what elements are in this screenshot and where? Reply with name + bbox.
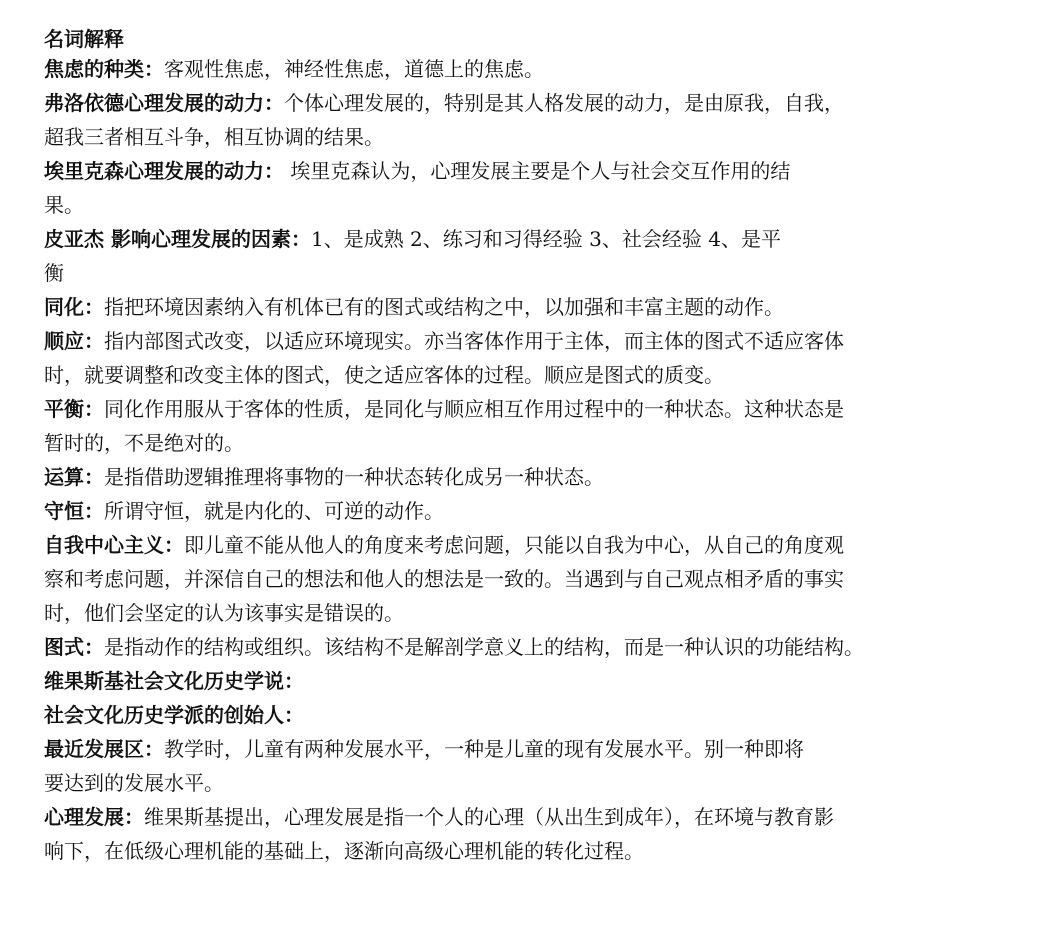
entry-definition: 果。 bbox=[44, 193, 84, 217]
entry-line bbox=[44, 496, 444, 526]
entry-definition: 客观性焦虑，神经性焦虑，道德上的焦虑。 bbox=[164, 57, 544, 81]
entry-line bbox=[44, 530, 844, 560]
entry-definition: 时，就要调整和改变主体的图式，使之适应客体的过程。顺应是图式的质变。 bbox=[44, 363, 724, 387]
entry-line bbox=[44, 224, 781, 254]
entry-definition: 衡 bbox=[44, 261, 64, 285]
entry-term: 焦虑的种类： bbox=[44, 57, 164, 81]
entry-line bbox=[44, 564, 844, 594]
entry-line bbox=[44, 632, 864, 662]
entry-line bbox=[44, 190, 84, 220]
entry-line bbox=[44, 326, 844, 356]
entry-line bbox=[44, 666, 304, 696]
entry-definition: 暂时的，不是绝对的。 bbox=[44, 431, 244, 455]
entry-definition: 时，他们会坚定的认为该事实是错误的。 bbox=[44, 601, 404, 625]
entry-line bbox=[44, 768, 224, 798]
entry-line bbox=[44, 802, 834, 832]
document-heading: 名词解释 bbox=[44, 27, 124, 51]
entry-line bbox=[44, 258, 64, 288]
entry-definition: 指把环境因素纳入有机体已有的图式或结构之中，以加强和丰富主题的动作。 bbox=[104, 295, 784, 319]
entry-term: 守恒： bbox=[44, 499, 104, 523]
entry-line bbox=[44, 700, 304, 730]
entry-line bbox=[44, 428, 244, 458]
entry-definition: 是指动作的结构或组织。该结构不是解剖学意义上的结构，而是一种认识的功能结构。 bbox=[104, 635, 864, 659]
entry-term: 埃里克森心理发展的动力： bbox=[44, 159, 284, 183]
entry-definition: 同化作用服从于客体的性质，是同化与顺应相互作用过程中的一种状态。这种状态是 bbox=[104, 397, 844, 421]
entry-definition: 埃里克森认为，心理发展主要是个人与社会交互作用的结 bbox=[284, 159, 791, 183]
entry-term: 心理发展： bbox=[44, 805, 144, 829]
entry-definition: 教学时，儿童有两种发展水平，一种是儿童的现有发展水平。别一种即将 bbox=[164, 737, 804, 761]
entry-term: 最近发展区： bbox=[44, 737, 164, 761]
entry-definition: 维果斯基提出，心理发展是指一个人的心理（从出生到成年），在环境与教育影 bbox=[144, 805, 834, 829]
entry-term: 弗洛依德心理发展的动力： bbox=[44, 91, 284, 115]
entry-definition: 察和考虑问题，并深信自己的想法和他人的想法是一致的。当遇到与自己观点相矛盾的事实 bbox=[44, 567, 844, 591]
entry-line bbox=[44, 292, 784, 322]
entry-term: 维果斯基社会文化历史学说： bbox=[44, 669, 304, 693]
entry-line bbox=[44, 54, 544, 84]
entry-definition: 是指借助逻辑推理将事物的一种状态转化成另一种状态。 bbox=[104, 465, 604, 489]
entry-term: 图式： bbox=[44, 635, 104, 659]
entry-definition: 响下，在低级心理机能的基础上，逐渐向高级心理机能的转化过程。 bbox=[44, 839, 644, 863]
entry-definition: 1、是成熟 2、练习和习得经验 3、社会经验 4、是平 bbox=[310, 227, 781, 251]
entry-line bbox=[44, 394, 844, 424]
entry-line bbox=[44, 734, 804, 764]
entry-term: 皮亚杰 影响心理发展的因素： bbox=[44, 227, 311, 251]
entry-definition: 要达到的发展水平。 bbox=[44, 771, 224, 795]
entry-definition: 所谓守恒，就是内化的、可逆的动作。 bbox=[104, 499, 444, 523]
entry-definition: 指内部图式改变，以适应环境现实。亦当客体作用于主体，而主体的图式不适应客体 bbox=[104, 329, 844, 353]
entry-definition: 超我三者相互斗争，相互协调的结果。 bbox=[44, 125, 384, 149]
entry-term: 同化： bbox=[44, 295, 104, 319]
entry-line bbox=[44, 88, 844, 118]
entry-term: 平衡： bbox=[44, 397, 104, 421]
entry-line bbox=[44, 462, 604, 492]
entry-line bbox=[44, 122, 384, 152]
entry-definition: 个体心理发展的，特别是其人格发展的动力，是由原我，自我， bbox=[284, 91, 844, 115]
entry-line bbox=[44, 360, 724, 390]
entry-line bbox=[44, 156, 790, 186]
entry-term: 社会文化历史学派的创始人： bbox=[44, 703, 304, 727]
entry-definition: 即儿童不能从他人的角度来考虑问题，只能以自我为中心，从自己的角度观 bbox=[184, 533, 844, 557]
entry-term: 顺应： bbox=[44, 329, 104, 353]
entry-line bbox=[44, 598, 404, 628]
entry-line bbox=[44, 836, 644, 866]
entry-term: 运算： bbox=[44, 465, 104, 489]
entry-term: 自我中心主义： bbox=[44, 533, 184, 557]
